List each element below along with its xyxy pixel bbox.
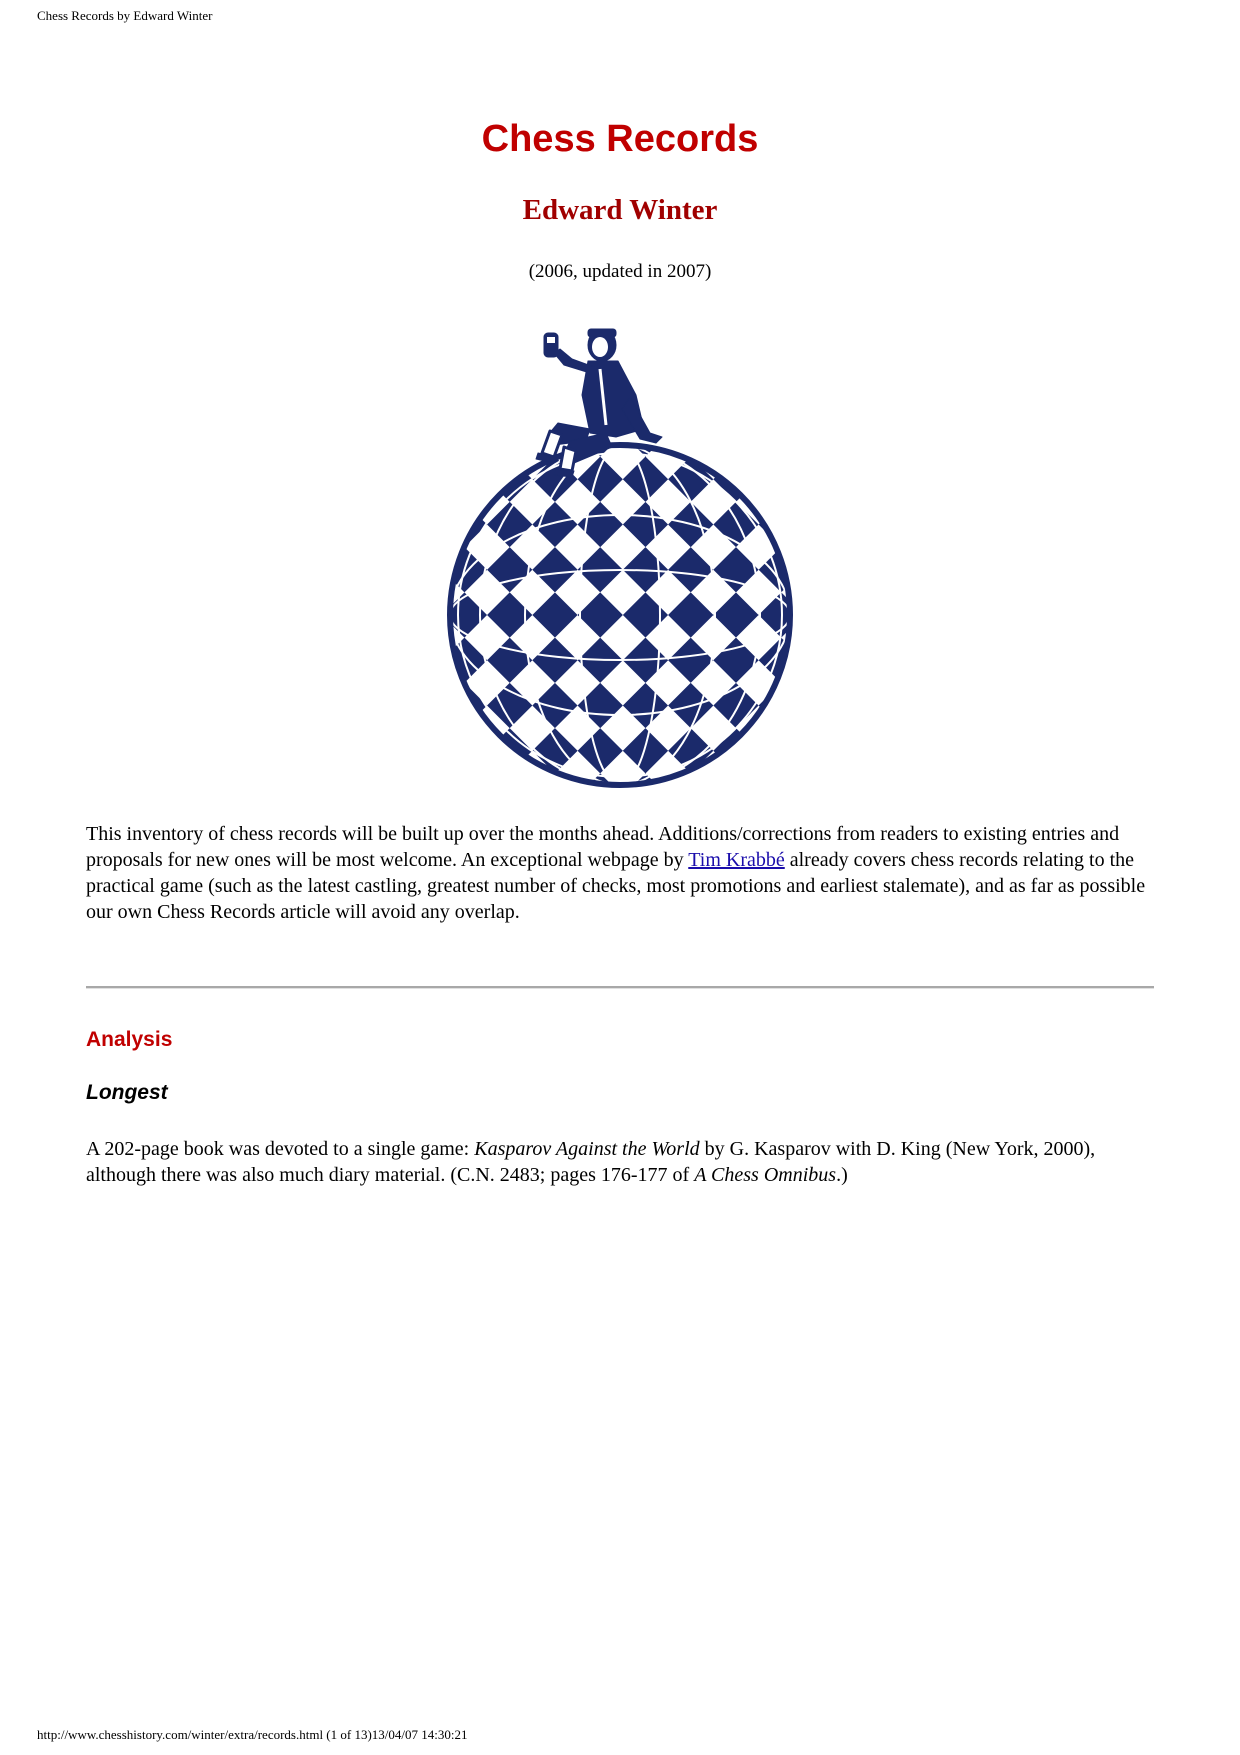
- entry-text-a: A 202-page book was devoted to a single game:: [86, 1138, 475, 1160]
- figure-on-checkered-globe-icon: [430, 325, 810, 795]
- section-heading-analysis: Analysis: [86, 1028, 173, 1051]
- entry-text-c: by G. Kasparov with D. King (New York, 2000), although there was also much diary material. (C.N. 2483; pages 176-177 of: [86, 1138, 1096, 1186]
- tim-krabbe-link[interactable]: Tim Krabbé: [688, 849, 785, 871]
- book-title-kasparov: Kasparov Against the World: [474, 1138, 700, 1160]
- intro-text-end: already covers chess records relating to the practical game (such as the latest castling, greatest number of checks, most promotions and earliest stalemate), and as far as possible our own Chess Records article will avoid any overlap.: [86, 849, 1146, 923]
- page-title: Chess Records: [481, 118, 759, 160]
- horizontal-rule: [86, 986, 1154, 989]
- running-header: Chess Records by Edward Winter: [37, 8, 213, 23]
- entry-paragraph: [86, 1136, 1146, 1188]
- running-footer-url: http://www.chesshistory.com/winter/extra/records.html (1 of 13)13/04/07 14:30:21: [37, 1727, 468, 1742]
- checkered-globe: [450, 445, 790, 785]
- entry-text-e: .): [836, 1164, 848, 1186]
- intro-paragraph: [86, 821, 1166, 925]
- intro-text-start: This inventory of chess records will be built up over the months ahead. Additions/corrections from readers to existing entries and proposals for new ones will be most welcome. An exceptional webpage by: [86, 823, 1120, 871]
- book-title-omnibus: A Chess Omnibus: [694, 1164, 837, 1186]
- subsection-heading-longest: Longest: [86, 1081, 168, 1104]
- publication-date: (2006, updated in 2007): [528, 261, 712, 282]
- globe-illustration: [430, 325, 810, 795]
- author-name: Edward Winter: [522, 194, 718, 226]
